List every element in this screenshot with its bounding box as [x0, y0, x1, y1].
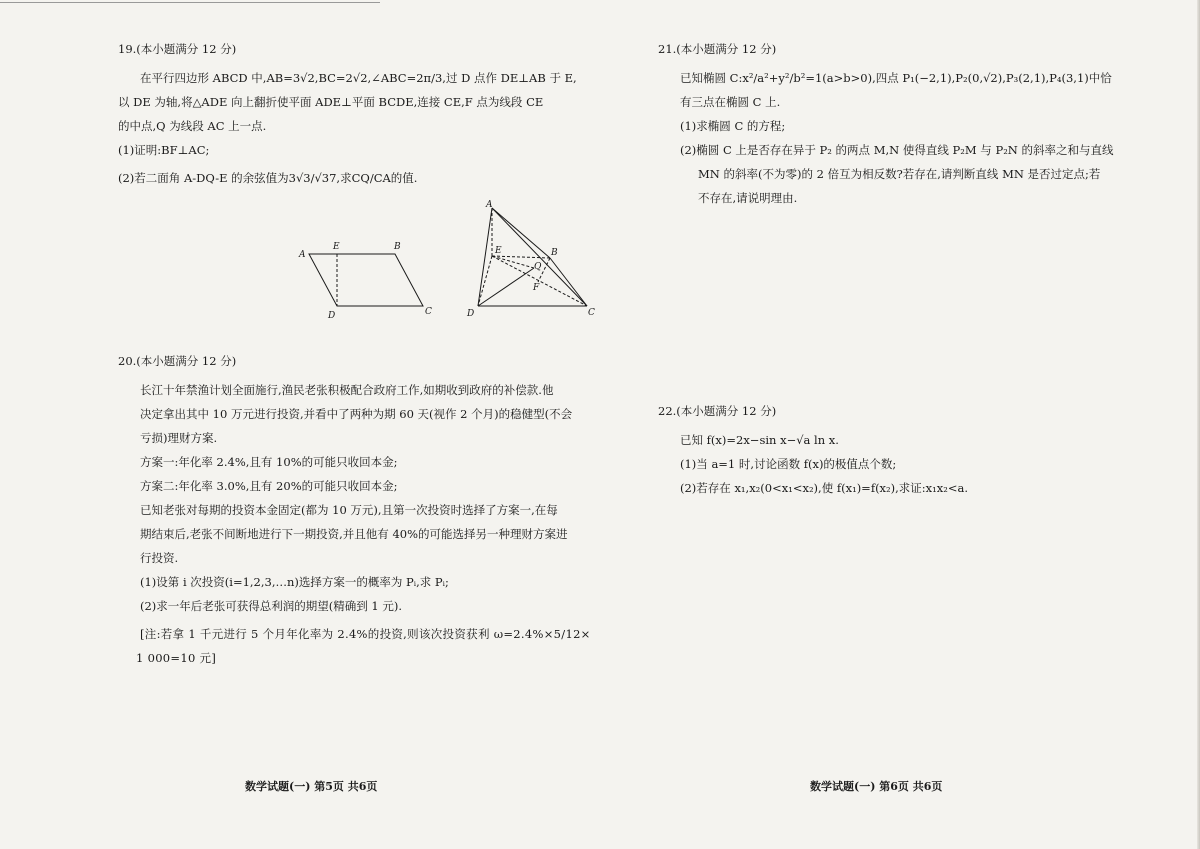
fig2-label-q: Q — [534, 262, 542, 272]
problem-20-line-2: 决定拿出其中 10 万元进行投资,并看中了两种为期 60 天(视作 2 个月)的稳健型(不会 — [140, 406, 573, 421]
problem-20-line-5: 方案二:年化率 3.0%,且有 20%的可能只收回本金; — [140, 478, 398, 493]
page-footer-right: 数学试题(一) 第6页 共6页 — [810, 780, 943, 793]
problem-22 — [658, 406, 968, 500]
exam-page-right — [600, 0, 1200, 849]
problem-19-line-4: (1)证明:BF⊥AC; — [118, 142, 210, 157]
problem-20-line-6: 已知老张对每期的投资本金固定(都为 10 万元),且第一次投资时选择了方案一,在每 — [140, 502, 558, 517]
problem-21-line-2: 有三点在椭圆 C 上. — [680, 94, 781, 109]
problem-20 — [118, 356, 591, 670]
fig2-label-d: D — [467, 309, 475, 319]
fig1-label-c: C — [425, 307, 432, 317]
fig2-label-c: C — [588, 308, 595, 318]
problem-22-line-2: (1)当 a=1 时,讨论函数 f(x)的极值点个数; — [680, 456, 897, 471]
figure-parallelogram — [295, 238, 445, 323]
problem-20-line-1: 长江十年禁渔计划全面施行,渔民老张积极配合政府工作,如期收到政府的补偿款.他 — [140, 382, 554, 397]
figure-folded-solid — [462, 198, 602, 323]
problem-20-line-10: (2)求一年后老张可获得总利润的期望(精确到 1 元). — [140, 598, 403, 613]
problem-22-heading: 22.(本小题满分 12 分) — [658, 404, 777, 418]
fig1-label-a: A — [299, 250, 306, 260]
problem-19-line-2: 以 DE 为轴,将△ADE 向上翻折使平面 ADE⊥平面 BCDE,连接 CE,F 点为线段 CE — [118, 94, 544, 109]
problem-20-note-2: 1 000=10 元] — [136, 650, 217, 665]
problem-21-line-3: (1)求椭圆 C 的方程; — [680, 118, 786, 133]
problem-20-line-9: (1)设第 i 次投资(i=1,2,3,…n)选择方案一的概率为 Pᵢ,求 Pᵢ; — [140, 574, 449, 589]
problem-21-heading: 21.(本小题满分 12 分) — [658, 42, 777, 56]
problem-20-note-1: [注:若拿 1 千元进行 5 个月年化率为 2.4%的投资,则该次投资获利 ω=2.4%×5/12× — [140, 626, 591, 641]
problem-21-line-1: 已知椭圆 C:x²/a²+y²/b²=1(a>b>0),四点 P₁(−2,1),P₂(0,√2),P₃(2,1),P₄(3,1)中恰 — [680, 70, 1112, 85]
problem-20-heading: 20.(本小题满分 12 分) — [118, 354, 237, 368]
problem-21-line-6: 不存在,请说明理由. — [698, 190, 798, 205]
problem-19-line-5: (2)若二面角 A-DQ-E 的余弦值为3√3/√37,求CQ/CA的值. — [118, 170, 418, 185]
fig1-label-e: E — [333, 242, 340, 252]
problem-21 — [658, 44, 1114, 210]
fig1-label-d: D — [328, 311, 336, 321]
problem-19-line-1: 在平行四边形 ABCD 中,AB=3√2,BC=2√2,∠ABC=2π/3,过 D 点作 DE⊥AB 于 E, — [140, 70, 577, 85]
problem-20-line-7: 期结束后,老张不间断地进行下一期投资,并且他有 40%的可能选择另一种理财方案进 — [140, 526, 568, 541]
problem-19-heading: 19.(本小题满分 12 分) — [118, 42, 237, 56]
problem-19-line-3: 的中点,Q 为线段 AC 上一点. — [118, 118, 267, 133]
fig2-label-e: E — [495, 246, 502, 256]
problem-20-line-4: 方案一:年化率 2.4%,且有 10%的可能只收回本金; — [140, 454, 398, 469]
problem-22-line-1: 已知 f(x)=2x−sin x−√a ln x. — [680, 432, 839, 447]
fig2-label-b: B — [551, 248, 558, 258]
problem-21-line-5: MN 的斜率(不为零)的 2 倍互为相反数?若存在,请判断直线 MN 是否过定点;若 — [698, 166, 1101, 181]
problem-19 — [118, 44, 577, 190]
fig1-label-b: B — [394, 242, 401, 252]
fig2-label-f: F — [533, 283, 540, 293]
problem-20-line-8: 行投资. — [140, 550, 179, 565]
problem-21-line-4: (2)椭圆 C 上是否存在异于 P₂ 的两点 M,N 使得直线 P₂M 与 P₂N 的斜率之和与直线 — [680, 142, 1114, 157]
page-footer-left: 数学试题(一) 第5页 共6页 — [245, 780, 378, 793]
problem-20-line-3: 亏损)理财方案. — [140, 430, 218, 445]
problem-22-line-3: (2)若存在 x₁,x₂(0<x₁<x₂),使 f(x₁)=f(x₂),求证:x₁x₂<a. — [680, 480, 969, 495]
fig2-label-a: A — [486, 200, 493, 210]
